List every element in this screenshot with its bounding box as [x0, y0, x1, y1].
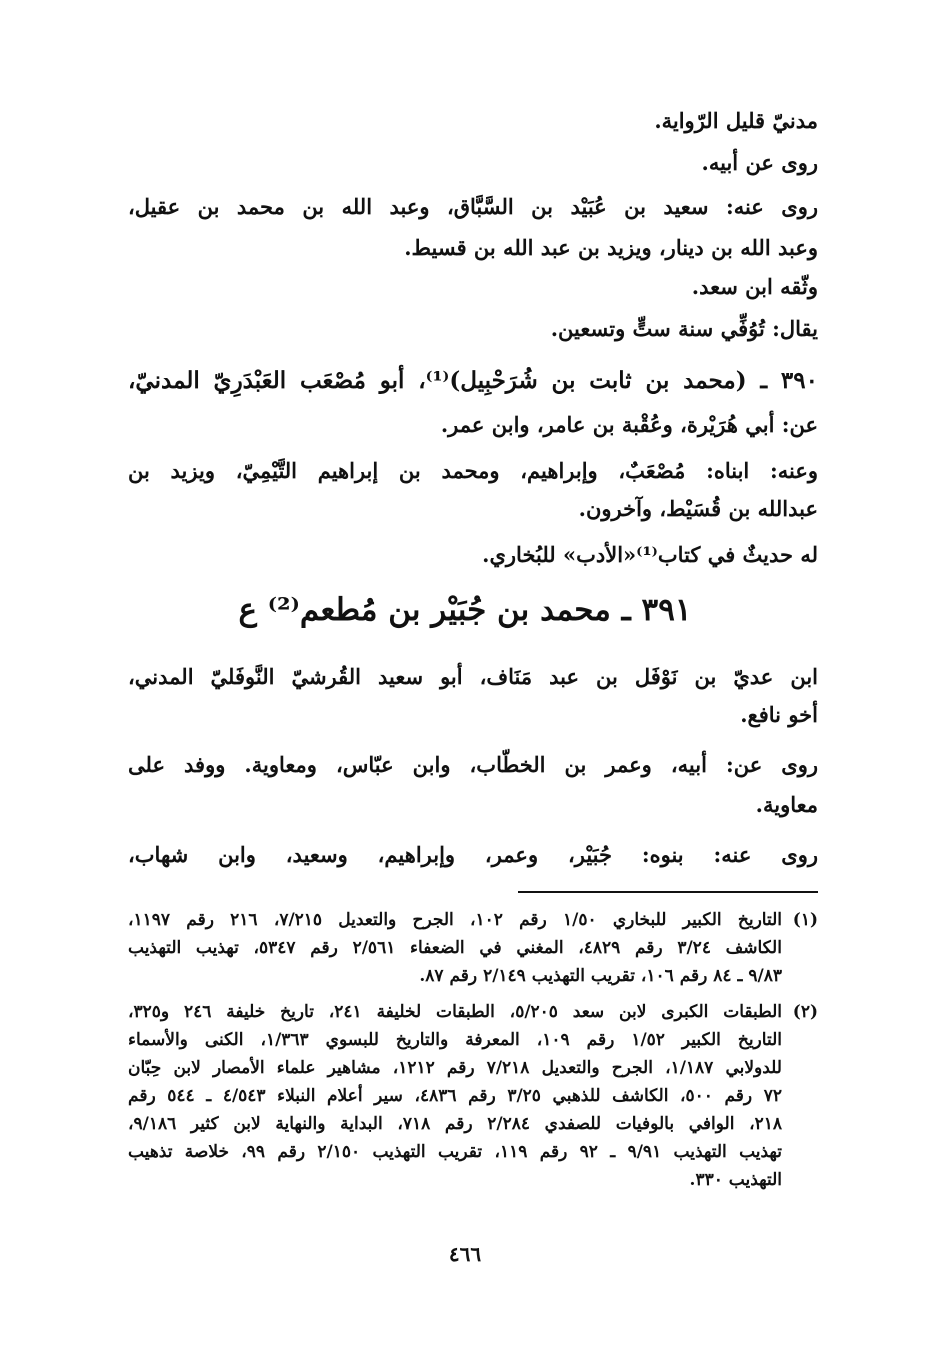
entry-390-line-3: وعنه: ابناه: مُصْعَبٌ، وإبراهيم، ومحمد بن إبراهيم التَّيْمِيّ، ويزيد بن	[128, 458, 818, 483]
footnote-2-line: للدولابي ١/١٨٧، الجرح والتعديل ٧/٢١٨ رقم ١٢١٢، مشاهير علماء الأمصار لابن حِبّان	[128, 1058, 782, 1078]
body-line-5: وثّقه ابن سعد.	[691, 274, 818, 299]
entry-390-heading: ٣٩٠ ـ (محمد بن ثابت بن شُرَحْبِيل)⁽¹⁾، أبو مُصْعَب العَبْدَرِيّ المدنيّ،	[128, 367, 818, 394]
footnote-2-marker: (٢)	[792, 1002, 818, 1022]
entry-390-line-5: له حديثٌ في كتاب⁽¹⁾«الأدب» للبُخاري.	[482, 542, 818, 567]
body-line-1: مدنيّ قليل الرّواية.	[654, 108, 818, 133]
footnote-1-line: الكاشف ٣/٢٤ رقم ٤٨٢٩، المغني في الضعفاء ٢/٥٦١ رقم ٥٣٤٧، تهذيب التهذيب	[128, 938, 782, 958]
entry-391-title: ٣٩١ ـ محمد بن جُبَيْر بن مُطعم⁽²⁾ ع	[238, 592, 692, 628]
body-line-6: يقال: تُوُفِّي سنة ستٍّ وتسعين.	[550, 316, 818, 341]
entry-391-line-4: معاوية.	[755, 792, 818, 817]
entry-390-line-4: عبدالله بن قُسَيْط، وآخرون.	[578, 496, 818, 521]
entry-391-line-1: ابن عديّ بن نَوْفَل بن عبد مَنَاف، أبو سعيد القُرشيّ النَّوفَليّ المدني،	[128, 664, 818, 689]
footnote-separator	[518, 891, 818, 893]
body-line-4: وعبد الله بن دينار، ويزيد بن عبد الله بن قسيط.	[404, 235, 818, 260]
entry-391-line-5: روى عنه: بنوه: جُبَيْر، وعمر، وإبراهيم، وسعيد، وابن شهاب،	[128, 842, 818, 867]
entry-391-line-2: أخو نافع.	[740, 702, 818, 727]
entry-391-line-3: روى عن: أبيه، وعمر بن الخطّاب، وابن عبّاس، ومعاوية. ووفد على	[128, 752, 818, 777]
footnote-1-marker: (١)	[792, 910, 818, 930]
footnote-2-line: ٧٢ رقم ٥٠٠، الكاشف للذهبي ٣/٢٥ رقم ٤٨٣٦، سير أعلام النبلاء ٤/٥٤٣ ـ ٥٤٤ رقم	[128, 1086, 782, 1106]
entry-390-line-2: عن: أبي هُرَيْرة، وعُقْبة بن عامر، وابن عمر.	[440, 412, 818, 437]
page-number: ٤٦٦	[448, 1242, 482, 1266]
footnote-2-line: الطبقات الكبرى لابن سعد ٥/٢٠٥، الطبقات لخليفة ٢٤١، تاريخ خليفة ٢٤٦ و٣٢٥،	[128, 1002, 782, 1022]
body-line-2: روى عن أبيه.	[701, 150, 818, 175]
footnote-1-line: التاريخ الكبير للبخاري ١/٥٠ رقم ١٠٢، الجرح والتعديل ٧/٢١٥، ٢١٦ رقم ١١٩٧،	[128, 910, 783, 930]
footnote-2-line: التهذيب ٣٣٠.	[689, 1170, 782, 1190]
footnote-1-line: ٩/٨٣ ـ ٨٤ رقم ١٠٦، تقريب التهذيب ٢/١٤٩ رقم ٨٧.	[419, 966, 782, 986]
footnote-2-line: تهذيب التهذيب ٩/٩١ ـ ٩٢ رقم ١١٩، تقريب التهذيب ٢/١٥٠ رقم ٩٩، خلاصة تذهيب	[128, 1142, 782, 1162]
footnote-2-line: التاريخ الكبير ١/٥٢ رقم ١٠٩، المعرفة والتاريخ للبسوي ١/٣٦٣، الكنى والأسماء	[128, 1030, 782, 1050]
body-line-3: روى عنه: سعيد بن عُبَيْد بن السَّبَّاق، وعبد الله بن محمد بن عقيل،	[128, 194, 818, 219]
footnote-2-line: ٢١٨، الوافي بالوفيات للصفدي ٢/٢٨٤ رقم ٧١٨، البداية والنهاية لابن كثير ٩/١٨٦،	[128, 1114, 782, 1134]
